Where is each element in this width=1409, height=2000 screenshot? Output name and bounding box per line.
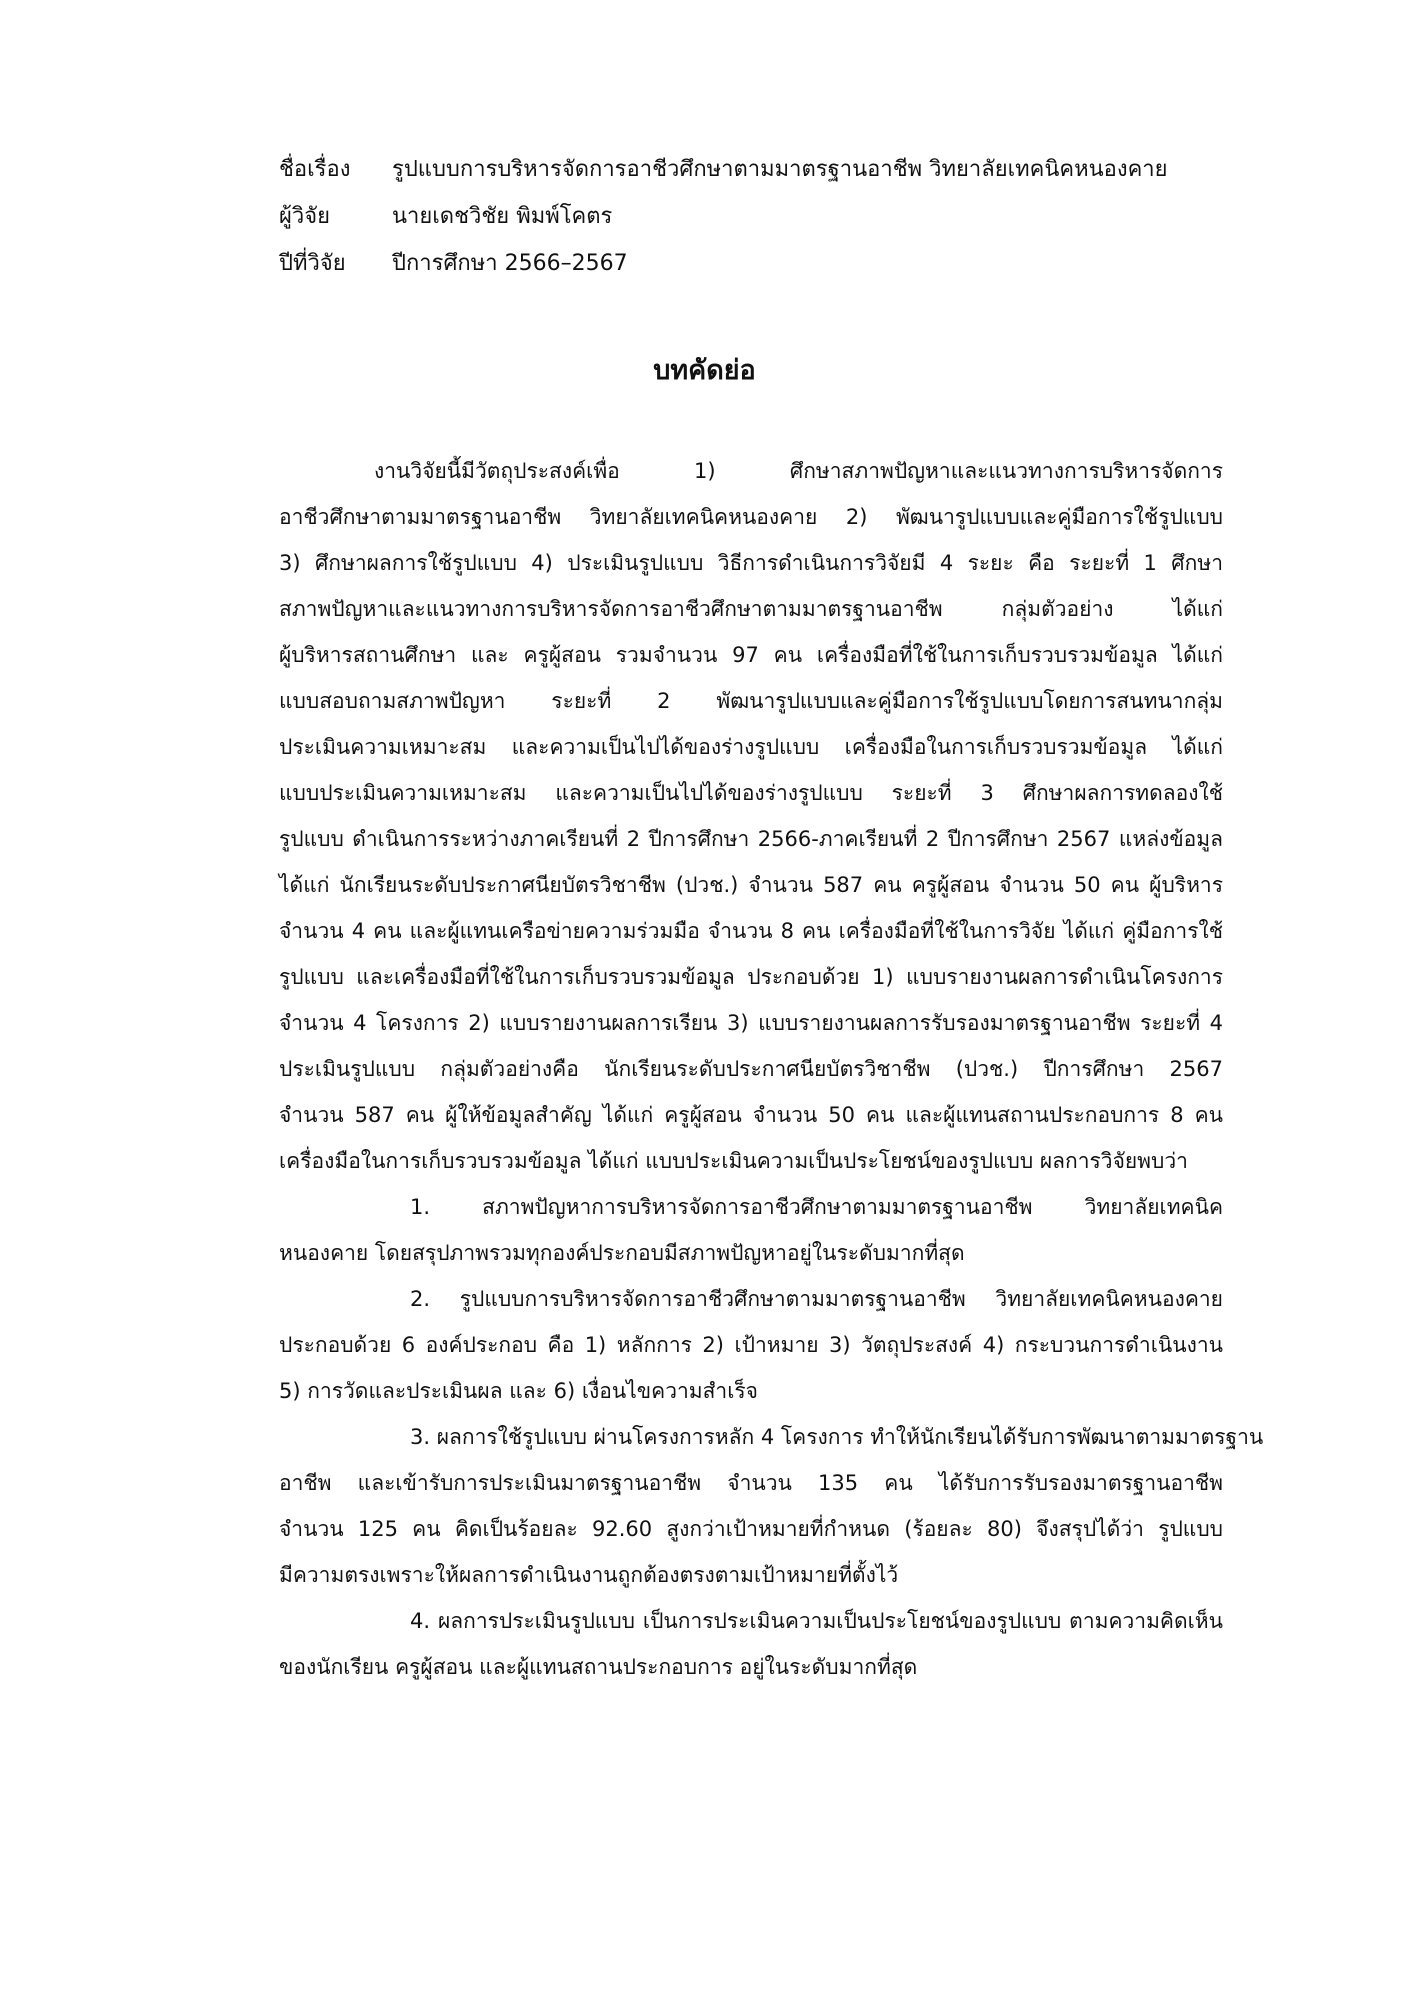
year-label: ปีที่วิจัย	[279, 251, 346, 276]
text-line: แบบสอบถามสภาพปัญหา ระยะที่ 2 พัฒนารูปแบบและคู่มือการใช้รูปแบบโดยการสนทนากลุ่ม	[279, 689, 1223, 713]
finding-item	[279, 1414, 1264, 1598]
finding-item	[279, 1276, 1223, 1414]
text-line: ประกอบด้วย 6 องค์ประกอบ คือ 1) หลักการ 2) เป้าหมาย 3) วัตถุประสงค์ 4) กระบวนการดำเนินงาน	[279, 1333, 1223, 1357]
text-line: 2. รูปแบบการบริหารจัดการอาชีวศึกษาตามมาตรฐานอาชีพ วิทยาลัยเทคนิคหนองคาย	[410, 1287, 1223, 1311]
text-line: 4. ผลการประเมินรูปแบบ เป็นการประเมินความเป็นประโยชน์ของรูปแบบ ตามความคิดเห็น	[410, 1609, 1223, 1633]
text-line: มีความตรงเพราะให้ผลการดำเนินงานถูกต้องตรงตามเป้าหมายที่ตั้งไว้	[279, 1563, 899, 1587]
text-line: หนองคาย โดยสรุปภาพรวมทุกองค์ประกอบมีสภาพปัญหาอยู่ในระดับมากที่สุด	[279, 1241, 965, 1265]
text-line: 3. ผลการใช้รูปแบบ ผ่านโครงการหลัก 4 โครงการ ทำให้นักเรียนได้รับการพัฒนาตามมาตรฐาน	[410, 1425, 1264, 1449]
text-line: อาชีวศึกษาตามมาตรฐานอาชีพ วิทยาลัยเทคนิคหนองคาย 2) พัฒนารูปแบบและคู่มือการใช้รูปแบบ	[279, 505, 1223, 529]
researcher-label: ผู้วิจัย	[279, 204, 331, 229]
abstract-body	[279, 448, 1264, 1690]
text-line: 3) ศึกษาผลการใช้รูปแบบ 4) ประเมินรูปแบบ วิธีการดำเนินการวิจัยมี 4 ระยะ คือ ระยะที่ 1 ศึกษา	[279, 551, 1223, 575]
text-line: ประเมินรูปแบบ กลุ่มตัวอย่างคือ นักเรียนระดับประกาศนียบัตรวิชาชีพ (ปวช.) ปีการศึกษา 2567	[279, 1057, 1223, 1081]
text-line: อาชีพ และเข้ารับการประเมินมาตรฐานอาชีพ จำนวน 135 คน ได้รับการรับรองมาตรฐานอาชีพ	[279, 1471, 1223, 1495]
text-line: ประเมินความเหมาะสม และความเป็นไปได้ของร่างรูปแบบ เครื่องมือในการเก็บรวบรวมข้อมูล ได้แก่	[279, 735, 1223, 759]
text-line: 5) การวัดและประเมินผล และ 6) เงื่อนไขความสำเร็จ	[279, 1379, 758, 1403]
text-line: สภาพปัญหาและแนวทางการบริหารจัดการอาชีวศึกษาตามมาตรฐานอาชีพ กลุ่มตัวอย่าง ได้แก่	[279, 597, 1223, 621]
text-line: รูปแบบ ดำเนินการระหว่างภาคเรียนที่ 2 ปีการศึกษา 2566-ภาคเรียนที่ 2 ปีการศึกษา 2567 แหล่งข้อมูล	[279, 827, 1223, 851]
text-line: รูปแบบ และเครื่องมือที่ใช้ในการเก็บรวบรวมข้อมูล ประกอบด้วย 1) แบบรายงานผลการดำเนินโครงการ	[279, 965, 1223, 989]
researcher-value: นายเดชวิชัย พิมพ์โคตร	[392, 204, 613, 229]
text-line: จำนวน 587 คน ผู้ให้ข้อมูลสำคัญ ได้แก่ ครูผู้สอน จำนวน 50 คน และผู้แทนสถานประกอบการ 8 คน	[279, 1103, 1223, 1127]
text-line: เครื่องมือในการเก็บรวบรวมข้อมูล ได้แก่ แบบประเมินความเป็นประโยชน์ของรูปแบบ ผลการวิจัยพบว่า	[279, 1149, 1188, 1173]
title-value: รูปแบบการบริหารจัดการอาชีวศึกษาตามมาตรฐานอาชีพ วิทยาลัยเทคนิคหนองคาย	[392, 157, 1168, 182]
year-value: ปีการศึกษา 2566–2567	[392, 251, 628, 276]
text-line: จำนวน 4 คน และผู้แทนเครือข่ายความร่วมมือ จำนวน 8 คน เครื่องมือที่ใช้ในการวิจัย ได้แก่ คู่มือการใช้	[279, 919, 1223, 943]
text-line: จำนวน 125 คน คิดเป็นร้อยละ 92.60 สูงกว่าเป้าหมายที่กำหนด (ร้อยละ 80) จึงสรุปได้ว่า รูปแบบ	[279, 1517, 1223, 1541]
finding-item	[279, 1598, 1223, 1690]
text-line: ของนักเรียน ครูผู้สอน และผู้แทนสถานประกอบการ อยู่ในระดับมากที่สุด	[279, 1655, 918, 1679]
finding-item	[279, 1184, 1223, 1276]
text-line: งานวิจัยนี้มีวัตถุประสงค์เพื่อ 1) ศึกษาสภาพปัญหาและแนวทางการบริหารจัดการ	[374, 459, 1223, 483]
text-line: ผู้บริหารสถานศึกษา และ ครูผู้สอน รวมจำนวน 97 คน เครื่องมือที่ใช้ในการเก็บรวบรวมข้อมูล ได้แก่	[279, 643, 1223, 667]
text-line: ได้แก่ นักเรียนระดับประกาศนียบัตรวิชาชีพ (ปวช.) จำนวน 587 คน ครูผู้สอน จำนวน 50 คน ผู้บริหาร	[279, 873, 1223, 897]
abstract-paragraph	[279, 448, 1223, 1184]
text-line: แบบประเมินความเหมาะสม และความเป็นไปได้ของร่างรูปแบบ ระยะที่ 3 ศึกษาผลการทดลองใช้	[279, 781, 1223, 805]
title-label: ชื่อเรื่อง	[279, 157, 351, 182]
text-line: จำนวน 4 โครงการ 2) แบบรายงานผลการเรียน 3) แบบรายงานผลการรับรองมาตรฐานอาชีพ ระยะที่ 4	[279, 1011, 1223, 1035]
abstract-heading: บทคัดย่อ	[653, 355, 756, 386]
text-line: 1. สภาพปัญหาการบริหารจัดการอาชีวศึกษาตามมาตรฐานอาชีพ วิทยาลัยเทคนิค	[410, 1195, 1223, 1219]
